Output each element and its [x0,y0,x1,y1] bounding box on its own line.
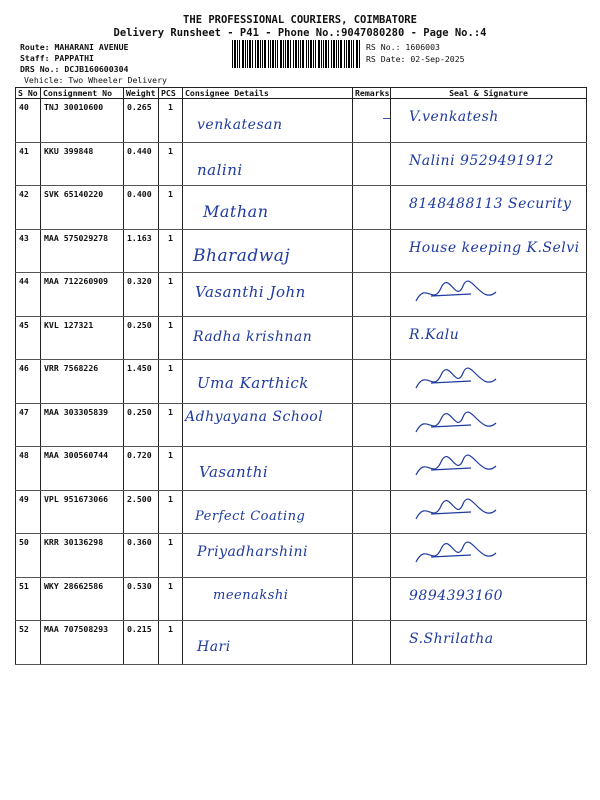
row-consignee-cell [183,99,353,143]
table-row [16,99,587,143]
row-signature: 9894393160 [409,587,504,604]
row-pcs: 1 [159,621,183,665]
row-remarks-cell [353,577,391,621]
row-sno: 52 [16,621,41,665]
table-row [16,273,587,317]
row-sno: 42 [16,186,41,230]
row-pcs: 1 [159,577,183,621]
table-row [16,447,587,491]
col-pcs: PCS [159,88,183,99]
col-remarks: Remarks [353,88,391,99]
col-sno: S No [16,88,41,99]
table-row [16,577,587,621]
row-signature-cell [391,534,587,578]
signature-scribble [411,537,531,571]
rs-number: RS No.: 1606003 [366,42,440,52]
row-sno: 50 [16,534,41,578]
row-signature: S.Shrilatha [409,631,494,647]
row-consignee-cell [183,447,353,491]
table-row [16,360,587,404]
row-sno: 40 [16,99,41,143]
row-weight: 2.500 [124,490,159,534]
row-consignment: MAA 300560744 [41,447,124,491]
vehicle-label: Vehicle: Two Wheeler Delivery [24,75,167,85]
row-consignee-cell [183,229,353,273]
row-consignee: nalini [197,160,243,179]
row-consignee-cell [183,534,353,578]
row-pcs: 1 [159,403,183,447]
col-consignment: Consignment No [41,88,124,99]
row-weight: 1.450 [124,360,159,404]
row-signature-cell [391,142,587,186]
row-remarks-cell [353,186,391,230]
row-signature: V.venkatesh [409,109,499,125]
row-remarks-cell [353,621,391,665]
staff-label: Staff: PAPPATHI [20,53,94,63]
table-row [16,186,587,230]
row-consignee: Adhyayana School [185,408,324,425]
row-weight: 0.720 [124,447,159,491]
row-signature-cell [391,621,587,665]
row-pcs: 1 [159,360,183,404]
row-sno: 44 [16,273,41,317]
row-remarks-cell [353,142,391,186]
rs-date: RS Date: 02-Sep-2025 [366,54,465,64]
row-signature-cell [391,273,587,317]
row-signature-cell [391,577,587,621]
row-pcs: 1 [159,316,183,360]
table-row [16,229,587,273]
col-weight: Weight [124,88,159,99]
row-signature: House keeping K.Selvi [409,239,580,256]
row-consignment: MAA 707508293 [41,621,124,665]
row-remarks-cell [353,316,391,360]
row-signature-cell [391,99,587,143]
row-weight: 0.320 [124,273,159,317]
row-pcs: 1 [159,142,183,186]
row-consignee-cell [183,273,353,317]
row-consignment: TNJ 30010600 [41,99,124,143]
row-consignment: MAA 303305839 [41,403,124,447]
row-consignment: MAA 575029278 [41,229,124,273]
row-consignment: MAA 712260909 [41,273,124,317]
table-row [16,316,587,360]
table-row [16,621,587,665]
row-sno: 51 [16,577,41,621]
signature-scribble [411,494,531,528]
row-pcs: 1 [159,447,183,491]
route-label: Route: MAHARANI AVENUE [20,42,129,52]
row-remarks-cell [353,534,391,578]
row-signature-cell [391,403,587,447]
row-consignment: VRR 7568226 [41,360,124,404]
row-sno: 45 [16,316,41,360]
signature-scribble [411,450,531,484]
table-row [16,534,587,578]
row-pcs: 1 [159,229,183,273]
signature-scribble [411,407,531,441]
row-consignment: KRR 30136298 [41,534,124,578]
barcode-image [232,40,360,68]
row-remarks-cell [353,490,391,534]
row-weight: 0.215 [124,621,159,665]
table-row [16,142,587,186]
row-signature-cell [391,186,587,230]
table-row [16,490,587,534]
row-signature-cell [391,360,587,404]
row-consignee: Hari [197,639,231,655]
row-remarks-cell [353,99,391,143]
row-pcs: 1 [159,534,183,578]
row-signature: 8148488113 Security [409,196,572,212]
row-weight: 0.440 [124,142,159,186]
row-weight: 0.530 [124,577,159,621]
drs-number: DRS No.: DCJB160600304 [20,64,129,74]
row-weight: 0.400 [124,186,159,230]
row-pcs: 1 [159,273,183,317]
row-remark: — [383,111,391,125]
row-consignee-cell [183,621,353,665]
row-consignee: Perfect Coating [195,508,306,524]
signature-scribble [411,276,531,310]
row-consignee: Mathan [203,202,269,221]
runsheet-table [15,87,587,665]
company-title: THE PROFESSIONAL COURIERS, COIMBATORE [183,14,417,26]
row-weight: 1.163 [124,229,159,273]
row-consignee: Radha krishnan [193,328,313,345]
row-sno: 43 [16,229,41,273]
row-consignee-cell [183,490,353,534]
row-signature-cell [391,229,587,273]
row-consignment: KKU 399848 [41,142,124,186]
row-signature-cell [391,447,587,491]
col-signature: Seal & Signature [391,88,587,99]
row-pcs: 1 [159,99,183,143]
row-consignee-cell [183,316,353,360]
row-pcs: 1 [159,186,183,230]
row-remarks-cell [353,273,391,317]
row-consignee: Uma Karthick [197,374,309,392]
row-consignee: Vasanthi [199,463,269,481]
row-sno: 46 [16,360,41,404]
row-sno: 47 [16,403,41,447]
row-signature-cell [391,316,587,360]
row-remarks-cell [353,403,391,447]
row-consignee: Vasanthi John [195,283,306,301]
row-signature: R.Kalu [409,326,460,343]
row-consignee-cell [183,142,353,186]
row-consignee-cell [183,403,353,447]
row-consignee-cell [183,186,353,230]
row-consignee: Bharadwaj [193,245,291,266]
row-sno: 41 [16,142,41,186]
row-signature: Nalini 9529491912 [409,152,555,169]
row-remarks-cell [353,447,391,491]
row-sno: 49 [16,490,41,534]
col-consignee: Consignee Details [183,88,353,99]
row-remarks-cell [353,360,391,404]
row-pcs: 1 [159,490,183,534]
signature-scribble [411,363,531,397]
row-weight: 0.250 [124,403,159,447]
row-consignee: venkatesan [197,117,283,133]
row-consignment: SVK 65140220 [41,186,124,230]
row-sno: 48 [16,447,41,491]
row-weight: 0.360 [124,534,159,578]
row-weight: 0.250 [124,316,159,360]
row-remarks-cell [353,229,391,273]
table-header-row [16,88,587,99]
row-weight: 0.265 [124,99,159,143]
table-row [16,403,587,447]
row-consignee-cell [183,360,353,404]
row-consignment: WKY 28662586 [41,577,124,621]
row-consignment: KVL 127321 [41,316,124,360]
row-consignee: meenakshi [213,587,289,603]
runsheet-subtitle: Delivery Runsheet - P41 - Phone No.:9047080280 - Page No.:4 [113,27,487,39]
row-signature-cell [391,490,587,534]
row-consignment: VPL 951673066 [41,490,124,534]
row-consignee: Priyadharshini [197,544,309,560]
row-consignee-cell [183,577,353,621]
